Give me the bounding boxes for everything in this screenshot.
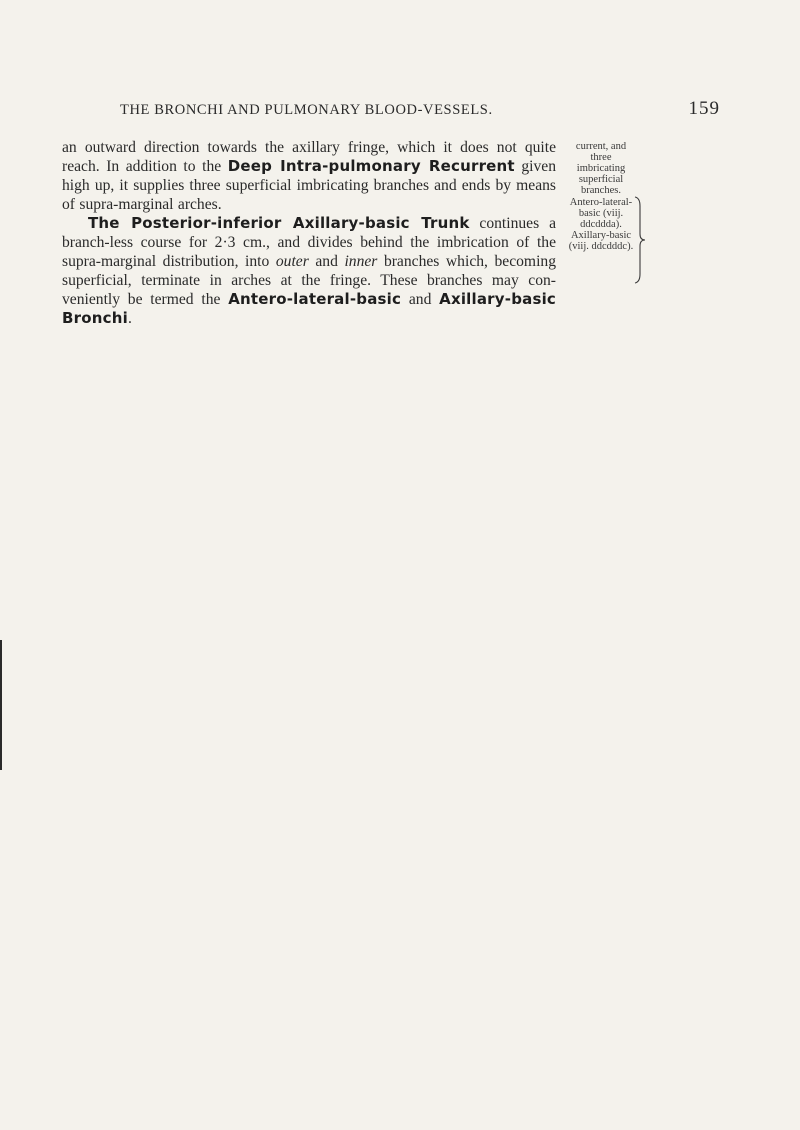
- paragraph-2-text-e: .: [127, 310, 132, 327]
- paragraph-1: [62, 138, 556, 214]
- heading-axillary-basic-bronchi: Axillary-basic Bronchi: [62, 290, 557, 327]
- emphasis-outer: outer: [275, 253, 309, 270]
- emphasis-inner: inner: [344, 253, 378, 270]
- heading-deep-intra-pulmonary-recurrent: Deep Intra-pulmonary Recurrent: [227, 157, 515, 175]
- margin-note-1: current, and three imbricating superficial branches.: [575, 141, 627, 196]
- heading-posterior-inferior-axillary-basic-trunk: The Posterior-inferior Axillary-basic Trunk: [88, 214, 470, 232]
- heading-antero-lateral-basic: Antero-lateral-basic: [228, 290, 402, 308]
- paragraph-2-text-b: and: [308, 253, 345, 270]
- margin-note-2: Antero-lateral-basic (viij. ddcddda). Axillary-basic (viij. ddcdddc).: [568, 197, 634, 252]
- paragraph-1-text-b: given high up, it supplies three superficial imbricating branches and ends by means of supra-marginal arches.: [62, 158, 556, 213]
- running-title: THE BRONCHI AND PULMONARY BLOOD-VESSELS.: [120, 102, 493, 118]
- body-text: [62, 138, 556, 328]
- paragraph-2: [62, 214, 556, 328]
- paragraph-2-text-a: continues a branch-less course for 2·3 cm., and divides behind the imbrication of the supra-marginal distribution, into: [62, 215, 556, 270]
- running-head: [120, 100, 720, 126]
- paragraph-1-text-a: an outward direction towards the axillary fringe, which it does not quite reach. In addition to the: [62, 139, 556, 175]
- page-edge-rule: [0, 640, 2, 770]
- paragraph-2-text-c: branches which, becoming superficial, terminate in arches at the fringe. These branches may con-veniently be termed the: [62, 253, 556, 308]
- page-number: 159: [688, 98, 720, 119]
- right-curly-brace: [634, 196, 646, 284]
- paragraph-2-text-d: and: [401, 291, 440, 308]
